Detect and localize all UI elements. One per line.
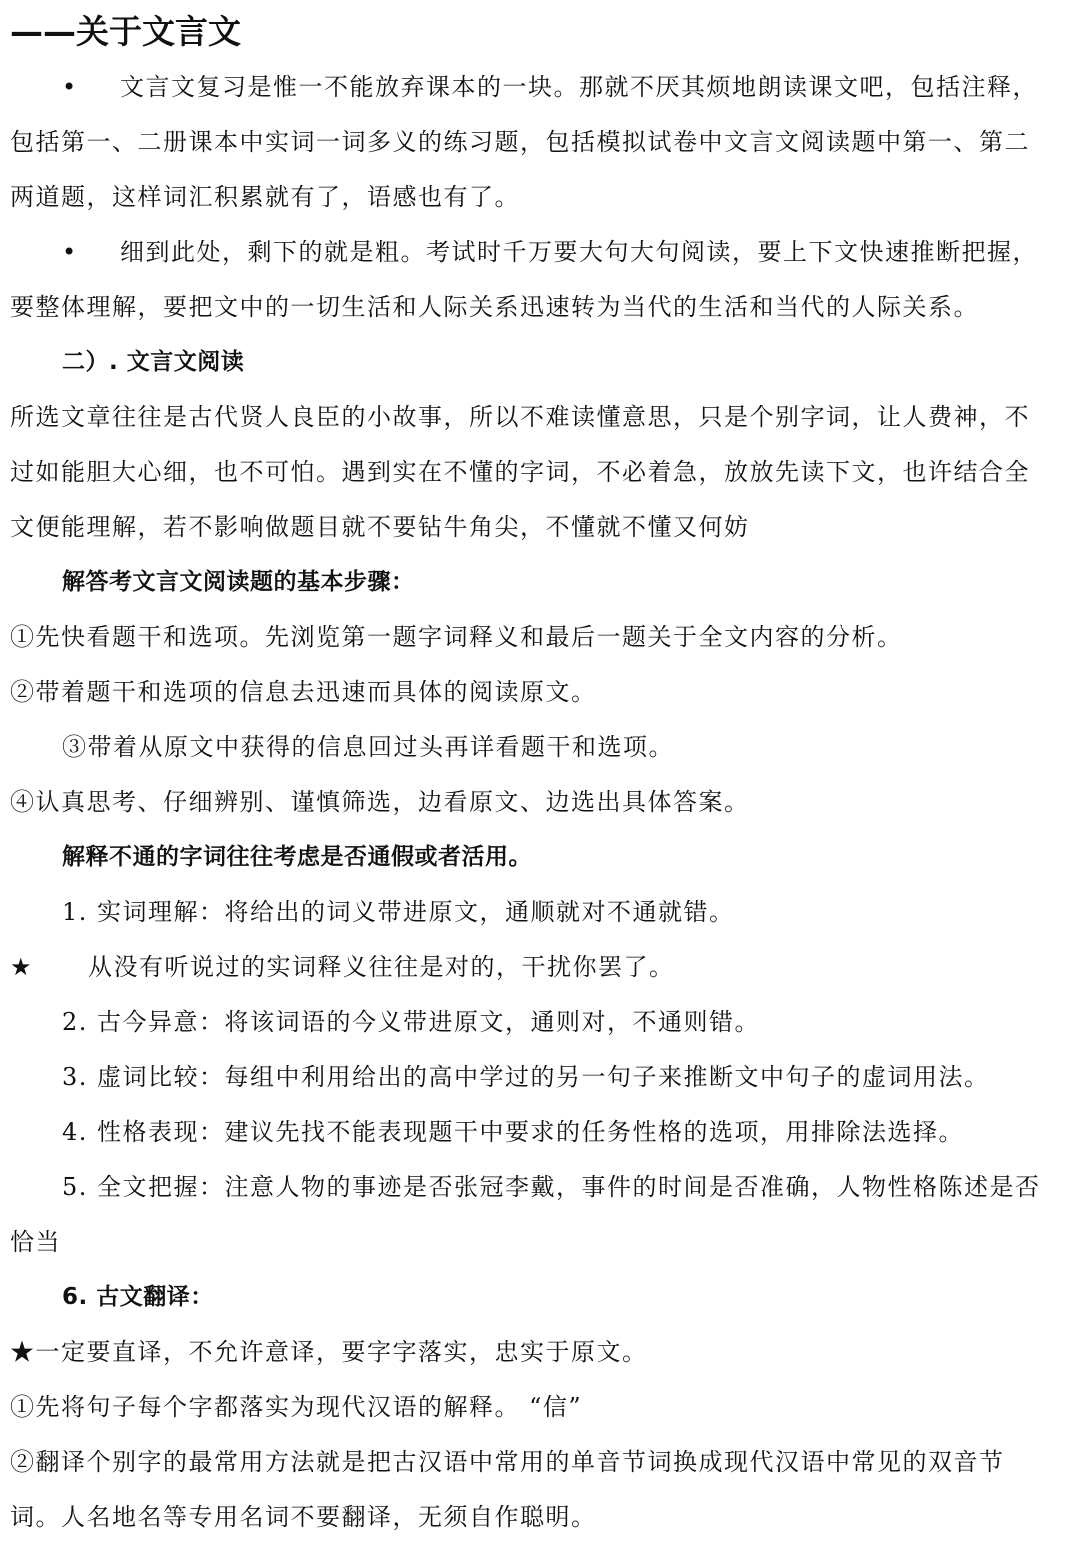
tip-5: 5. 全文把握：注意人物的事迹是否张冠李戴，事件的时间是否准确，人物性格陈述是否恰当 [10, 1173, 1041, 1256]
step-3: ③带着从原文中获得的信息回过头再详看题干和选项。 [62, 733, 674, 761]
translation-heading: 6. 古文翻译： [62, 1284, 214, 1310]
bullet-text-2: 细到此处，剩下的就是粗。考试时千万要大句大句阅读，要上下文快速推断把握，要整体理解，要把文中的一切生活和人际关系迅速转为当代的生活和当代的人际关系。 [10, 238, 1038, 321]
star-tip [10, 940, 1050, 995]
reading-intro: 所选文章往往是古代贤人良臣的小故事，所以不难读懂意思，只是个别字词，让人费神，不过如能胆大心细，也不可怕。遇到实在不懂的字词，不必着急，放放先读下文，也许结合全文便能理解，若不影响做题目就不要钻牛角尖，不懂就不懂又何妨 [10, 403, 1030, 541]
bullet-icon: • [62, 73, 78, 101]
step-1: ①先快看题干和选项。先浏览第一题字词释义和最后一题关于全文内容的分析。 [10, 623, 903, 651]
tip-2: 2. 古今异意：将该词语的今义带进原文，通则对，不通则错。 [62, 1008, 761, 1036]
translation-step-1: ①先将句子每个字都落实为现代汉语的解释。 “信” [10, 1393, 583, 1421]
star-tip-text: 从没有听说过的实词释义往往是对的，干扰你罢了。 [88, 953, 675, 981]
bullet-icon: • [62, 238, 78, 266]
step-2: ②带着题干和选项的信息去迅速而具体的阅读原文。 [10, 678, 597, 706]
tip-3: 3. 虚词比较：每组中利用给出的高中学过的另一句子来推断文中句子的虚词用法。 [62, 1063, 990, 1091]
tip-4: 4. 性格表现：建议先找不能表现题干中要求的任务性格的选项，用排除法选择。 [62, 1118, 965, 1146]
bullet-paragraph-2 [10, 225, 1050, 335]
document [10, 0, 1050, 1545]
page-title: ——关于文言文 [10, 12, 241, 51]
translation-rule: ★一定要直译，不允许意译，要字字落实，忠实于原文。 [10, 1338, 648, 1366]
tip-1: 1. 实词理解：将给出的词义带进原文，通顺就对不通就错。 [62, 898, 735, 926]
steps-heading: 解答考文言文阅读题的基本步骤： [62, 569, 415, 595]
section-heading-reading: 二）. 文言文阅读 [62, 349, 245, 375]
bullet-paragraph-1 [10, 60, 1050, 225]
translation-step-2: ②翻译个别字的最常用方法就是把古汉语中常用的单音节词换成现代汉语中常见的双音节词。人名地名等专用名词不要翻译，无须自作聪明。 [10, 1448, 1005, 1531]
star-icon: ★ [10, 953, 34, 981]
bullet-text-1: 文言文复习是惟一不能放弃课本的一块。那就不厌其烦地朗读课文吧，包括注释，包括第一、二册课本中实词一词多义的练习题，包括模拟试卷中文言文阅读题中第一、第二两道题，这样词汇积累就有了，语感也有了。 [10, 73, 1038, 211]
tips-heading: 解释不通的字词往往考虑是否通假或者活用。 [62, 844, 532, 870]
step-4: ④认真思考、仔细辨别、谨慎筛选，边看原文、边选出具体答案。 [10, 788, 750, 816]
